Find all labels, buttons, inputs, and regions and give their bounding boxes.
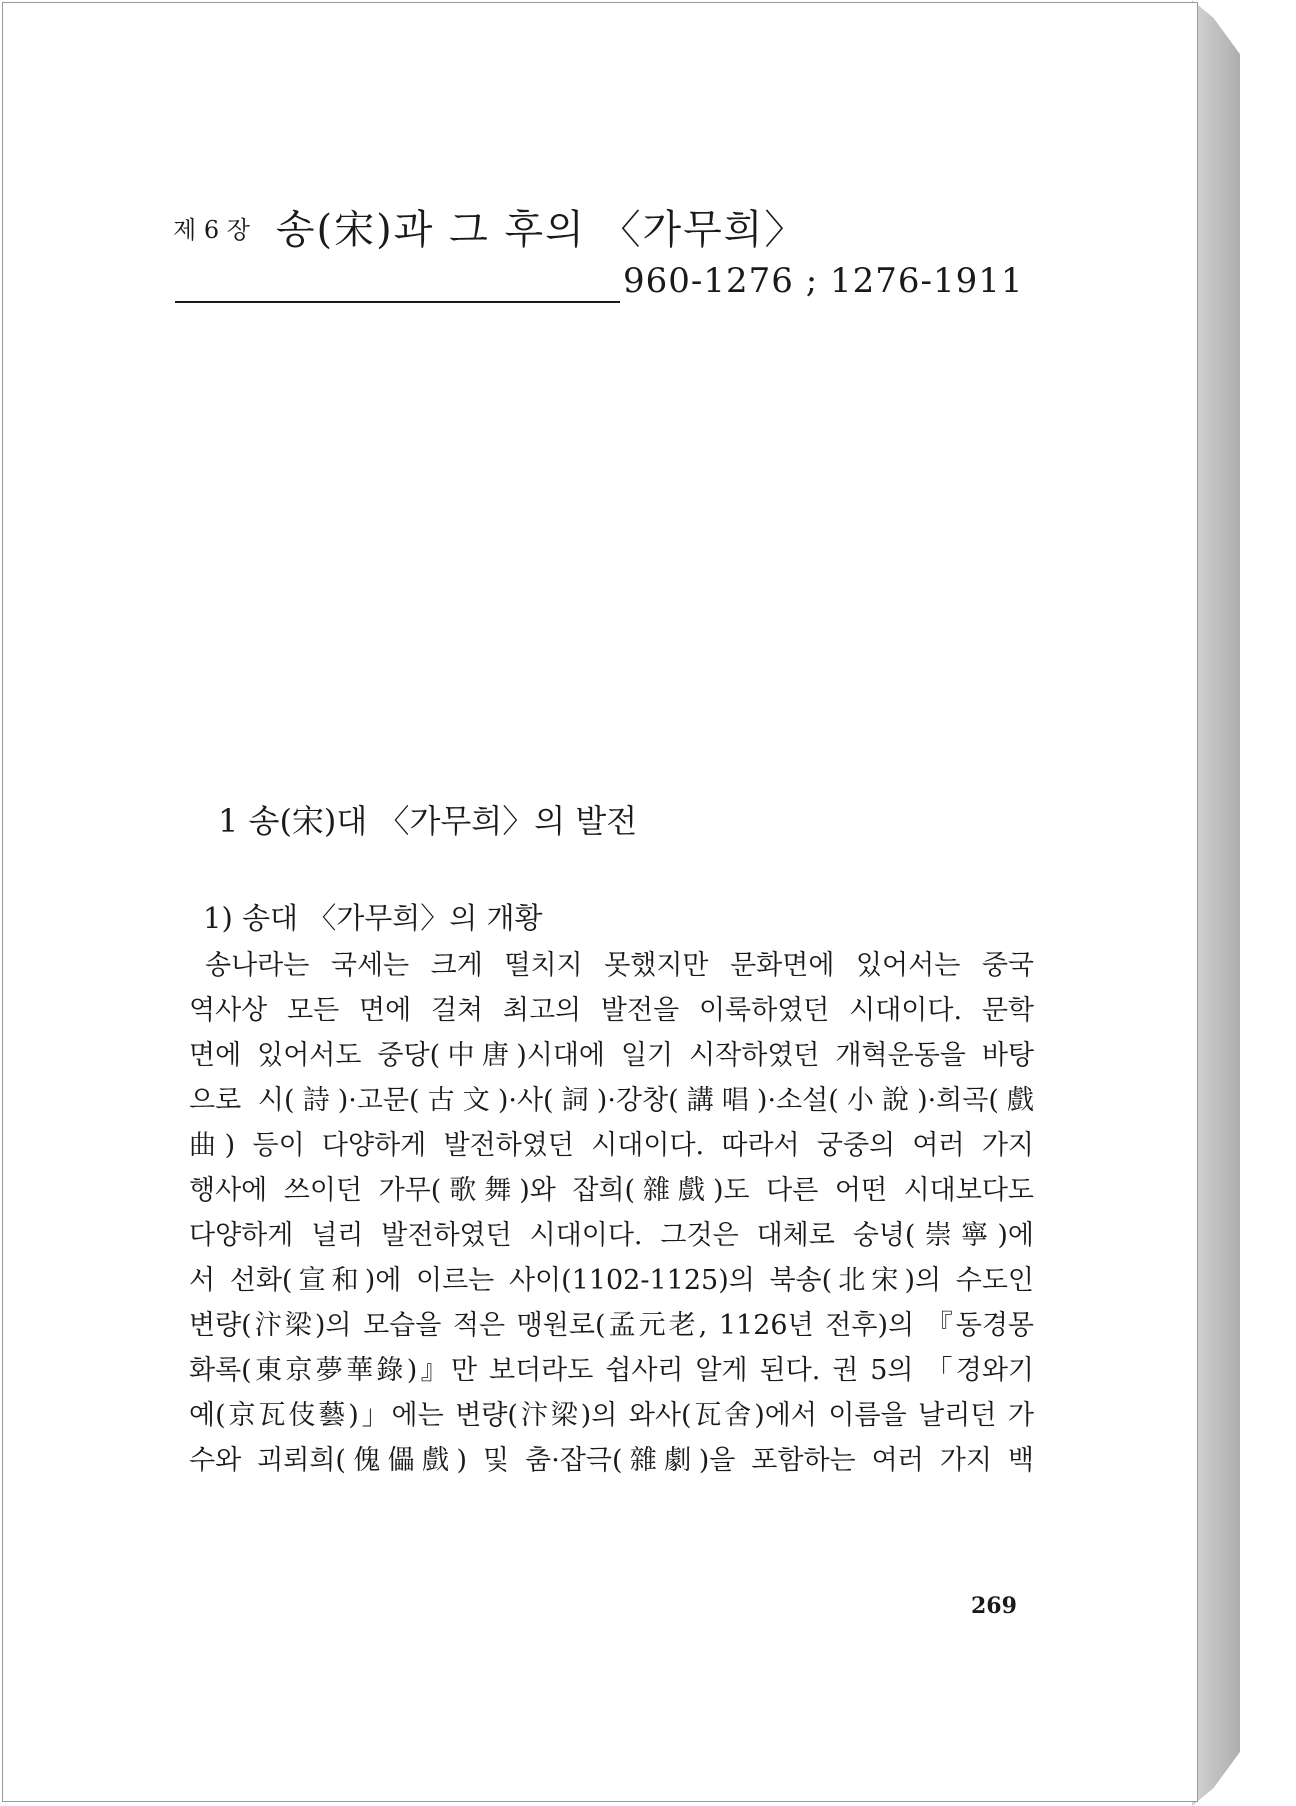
page-block-edge xyxy=(1192,0,1240,1806)
chapter-title: 송(宋)과 그 후의 〈가무희〉 xyxy=(275,207,807,253)
body-line: 曲) 등이 다양하게 발전하였던 시대이다. 따라서 궁중의 여러 가지 xyxy=(189,1130,1034,1161)
body-line: 서 선화(宣和)에 이르는 사이(1102-1125)의 북송(北宋)의 수도인 xyxy=(189,1265,1034,1296)
chapter-label: 제 6 장 xyxy=(173,216,250,244)
body-line: 송나라는 국세는 크게 떨치지 못했지만 문화면에 있어서는 중국 xyxy=(205,950,1034,981)
book-page xyxy=(2,2,1198,1802)
body-line: 변량(汴梁)의 모습을 적은 맹원로(孟元老, 1126년 전후)의 『동경몽 xyxy=(189,1310,1034,1341)
subsection-title: 1) 송대 〈가무희〉의 개황 xyxy=(203,901,543,935)
section-title: 1 송(宋)대 〈가무희〉의 발전 xyxy=(218,802,638,840)
body-line: 역사상 모든 면에 걸쳐 최고의 발전을 이룩하였던 시대이다. 문학 xyxy=(189,995,1034,1026)
body-line: 예(京瓦伎藝)」에는 변량(汴梁)의 와사(瓦舍)에서 이름을 날리던 가 xyxy=(189,1400,1034,1431)
chapter-dates: 960-1276 ; 1276-1911 xyxy=(623,261,1024,301)
title-rule xyxy=(175,301,620,303)
page-number: 269 xyxy=(971,1593,1017,1619)
body-line: 수와 괴뢰희(傀儡戲) 및 춤·잡극(雜劇)을 포함하는 여러 가지 백 xyxy=(189,1445,1034,1476)
body-line: 행사에 쓰이던 가무(歌舞)와 잡희(雜戲)도 다른 어떤 시대보다도 xyxy=(189,1175,1034,1206)
chapter-heading xyxy=(173,198,806,255)
body-line: 다양하게 널리 발전하였던 시대이다. 그것은 대체로 숭녕(崇寧)에 xyxy=(189,1220,1034,1251)
body-line: 으로 시(詩)·고문(古文)·사(詞)·강창(講唱)·소설(小說)·희곡(戲 xyxy=(189,1085,1034,1116)
body-paragraph xyxy=(189,943,1034,1483)
body-line: 면에 있어서도 중당(中唐)시대에 일기 시작하였던 개혁운동을 바탕 xyxy=(189,1040,1034,1071)
body-line: 화록(東京夢華錄)』만 보더라도 쉽사리 알게 된다. 권 5의 「경와기 xyxy=(189,1355,1034,1386)
